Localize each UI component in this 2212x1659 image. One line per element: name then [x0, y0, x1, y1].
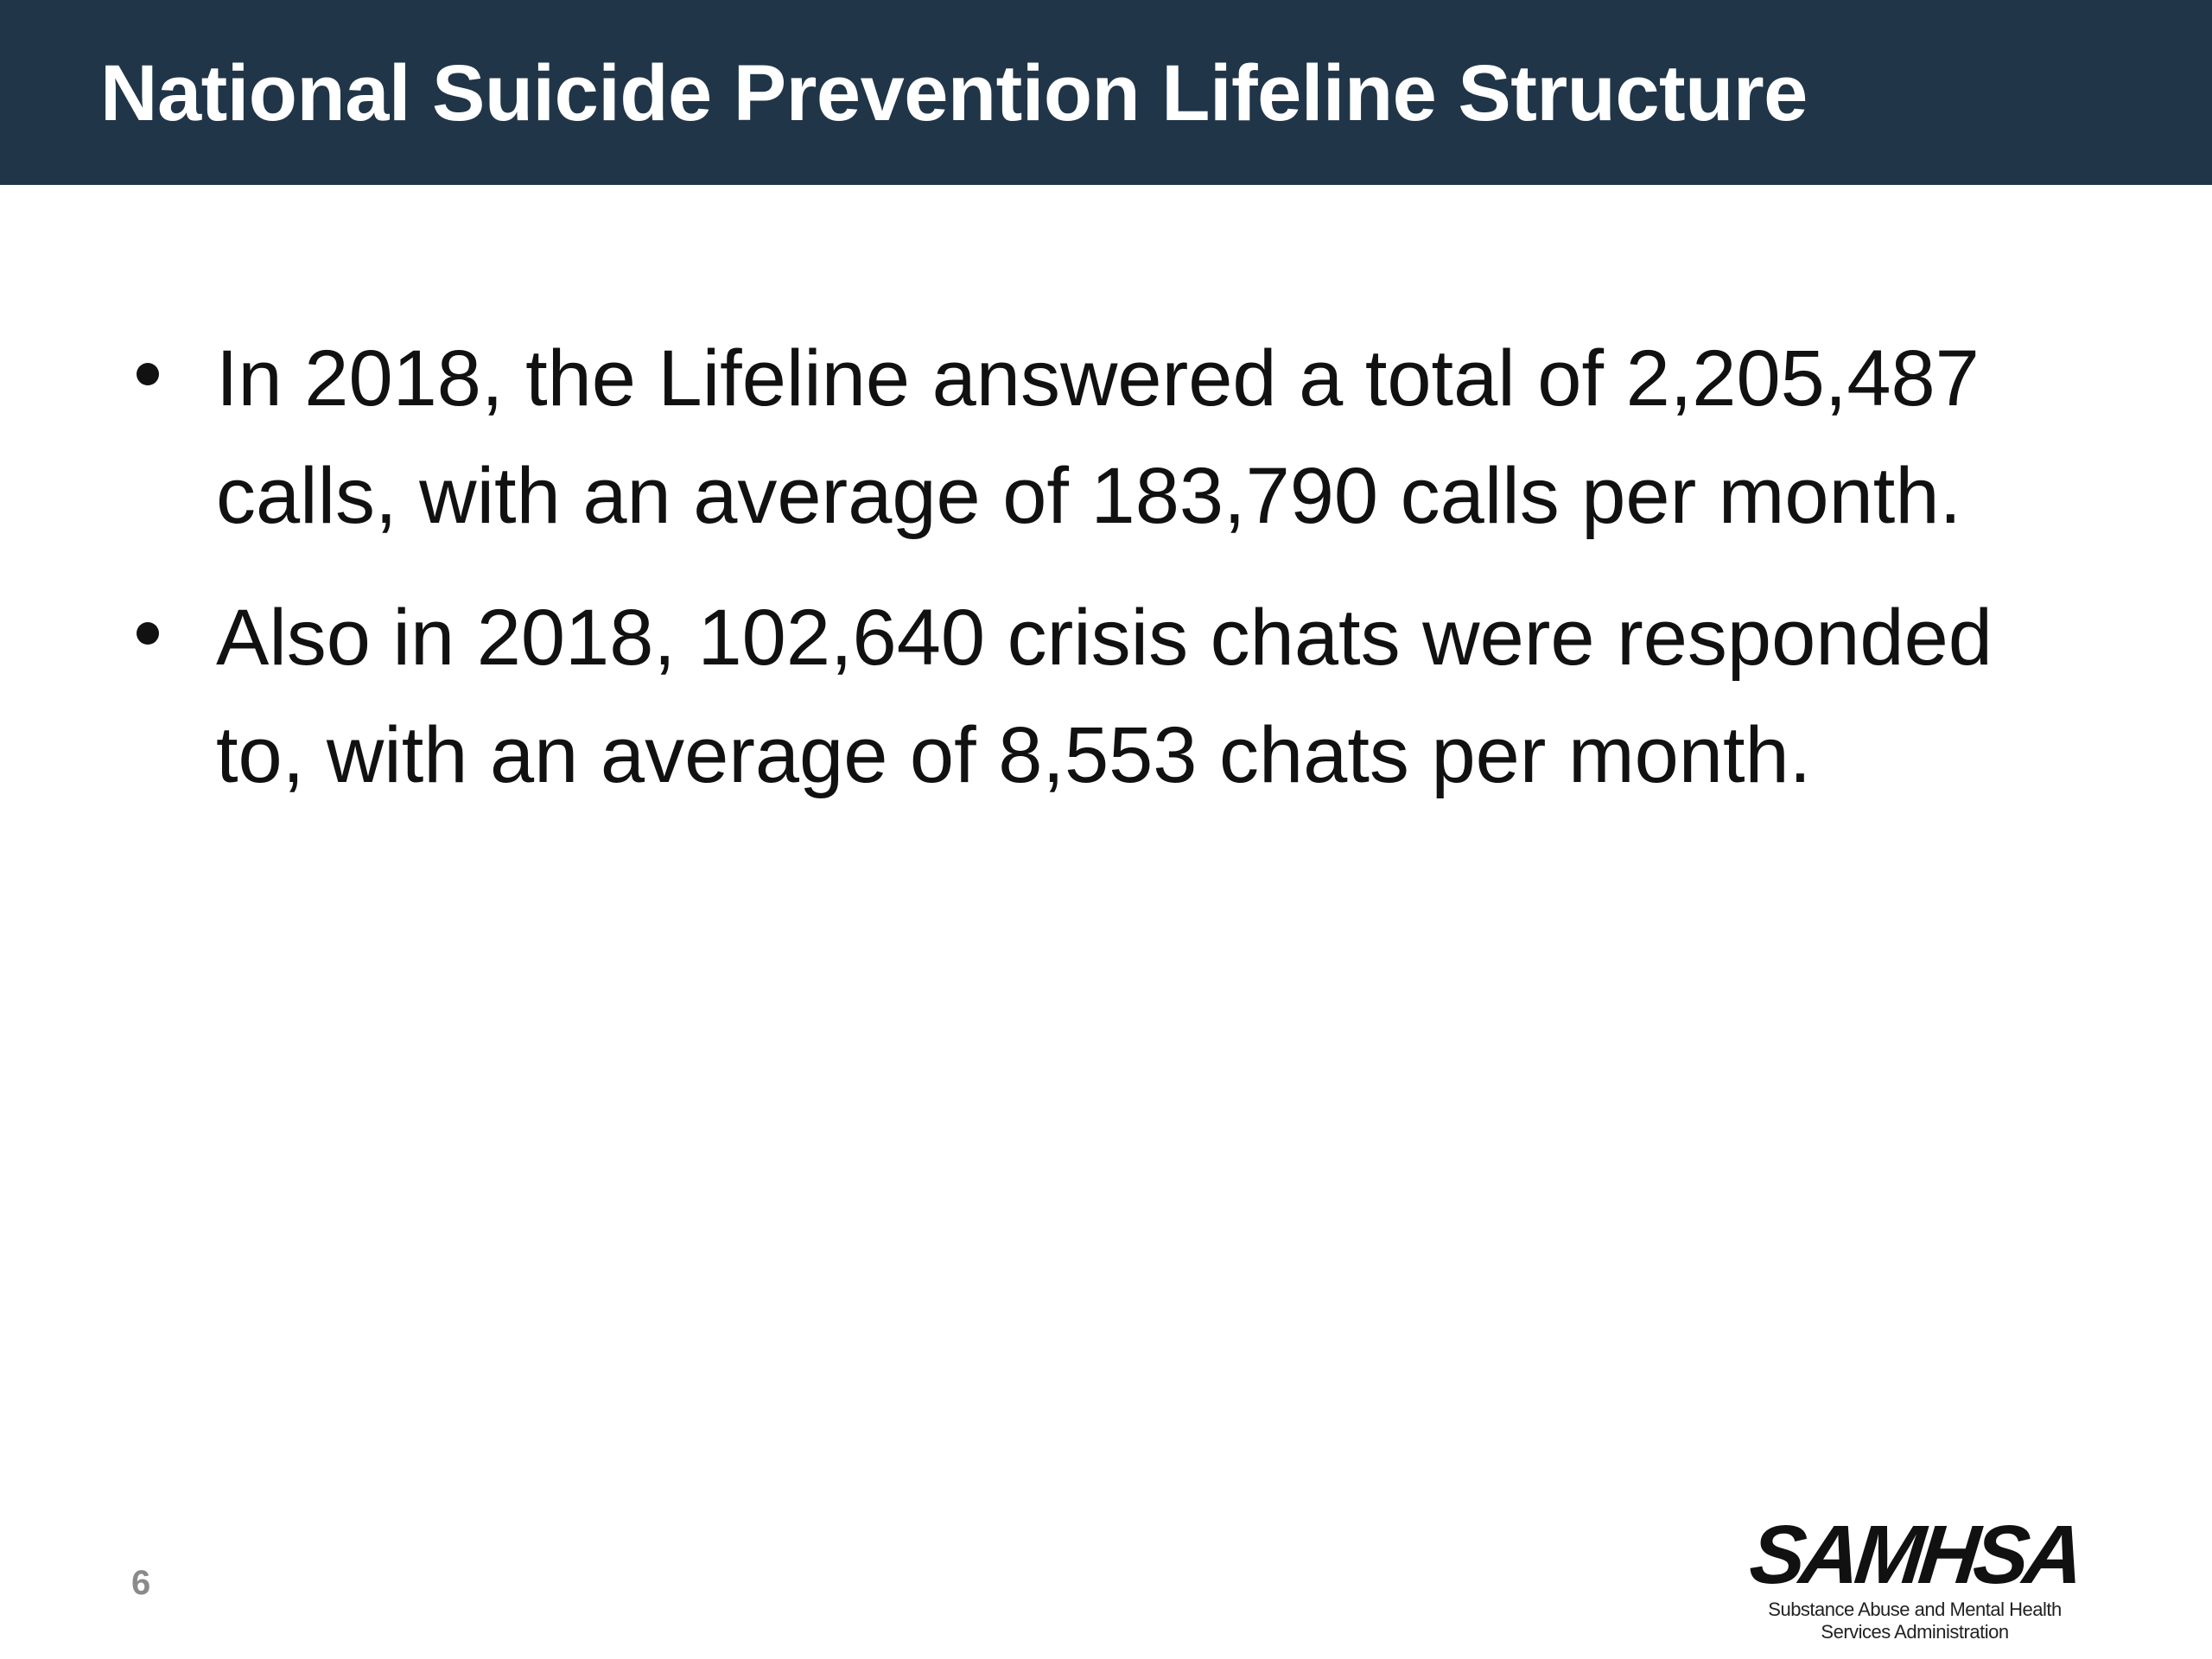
page-number: 6	[131, 1564, 151, 1602]
bullet-icon	[137, 622, 159, 645]
logo-wordmark: SAMHSA	[1745, 1509, 2084, 1601]
bullet-icon	[137, 363, 159, 385]
logo-tagline-line-2: Services Administration	[1821, 1621, 2009, 1643]
bullet-item-chats	[130, 579, 2065, 814]
bullet-text-chats: Also in 2018, 102,640 crisis chats were responded to, with an average of 8,553 chats per month.	[216, 594, 1993, 799]
bullet-list	[130, 320, 2065, 838]
samhsa-logo	[1733, 1509, 2096, 1643]
bullet-item-calls	[130, 320, 2065, 555]
bullet-text-calls: In 2018, the Lifeline answered a total of 2,205,487 calls, with an average of 183,790 calls per month.	[216, 334, 1980, 540]
logo-tagline-line-1: Substance Abuse and Mental Health	[1768, 1599, 2062, 1620]
slide-title: National Suicide Prevention Lifeline Structure	[100, 49, 1808, 137]
title-bar	[0, 0, 2212, 185]
